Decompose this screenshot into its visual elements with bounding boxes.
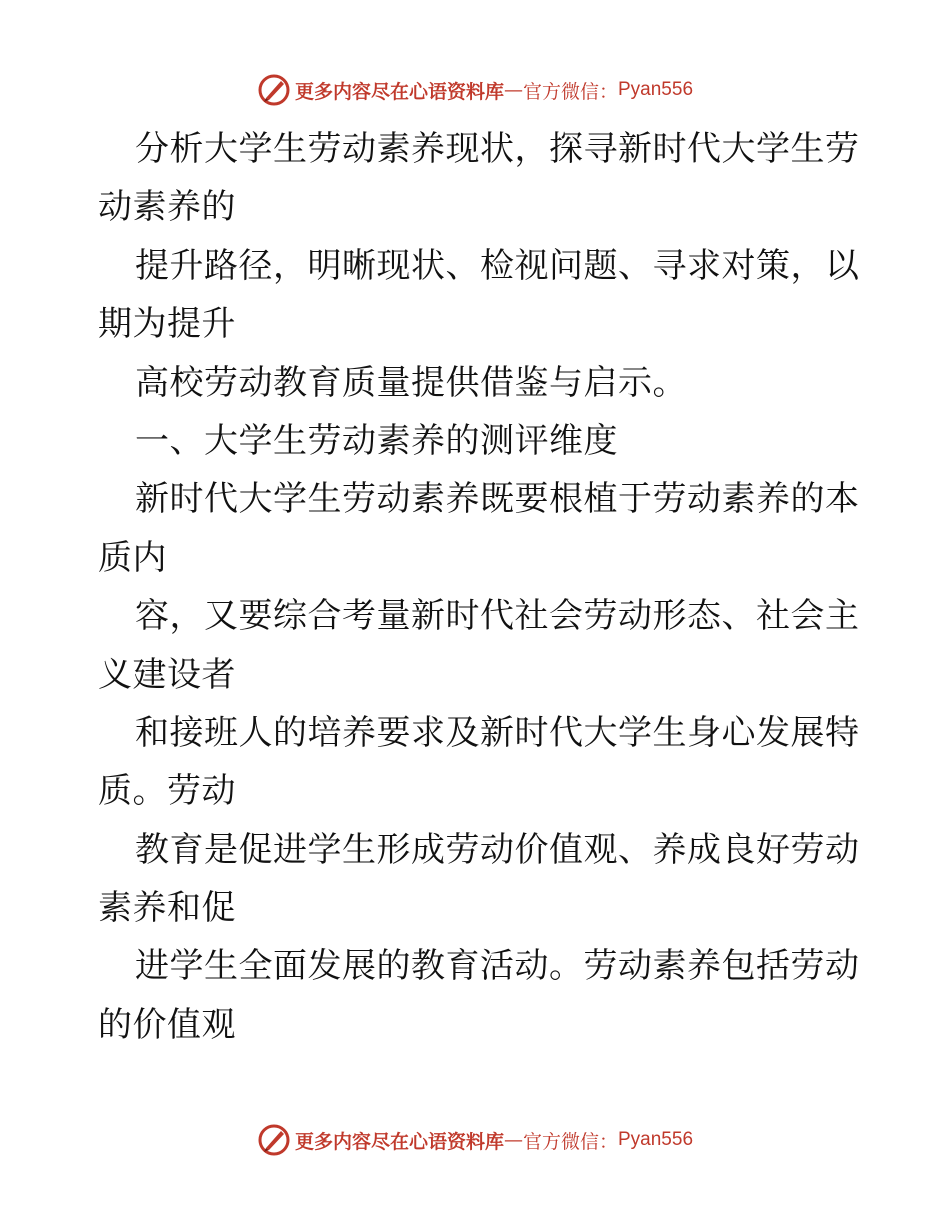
document-body — [98, 120, 858, 1054]
text-line: 新时代大学生劳动素养既要根植于劳动素养的本 — [135, 479, 860, 520]
text-line: 质。劳动 — [98, 771, 236, 812]
header-banner — [0, 70, 950, 110]
quill-pen-logo-icon — [257, 73, 291, 107]
section-heading: 一、大学生劳动素养的测评维度 — [135, 420, 618, 461]
text-line: 素养和促 — [98, 888, 236, 929]
text-line: 高校劳动教育质量提供借鉴与启示。 — [135, 362, 687, 403]
text-line: 义建设者 — [98, 654, 236, 695]
text-line: 教育是促进学生形成劳动价值观、养成良好劳动 — [135, 829, 860, 870]
banner-separator: — — [503, 79, 523, 101]
banner-main-text: 更多内容尽在心语资料库 — [294, 80, 504, 103]
footer-banner — [0, 1120, 950, 1160]
banner-main-text: 更多内容尽在心语资料库 — [294, 1130, 504, 1153]
text-line: 提升路径，明晰现状、检视问题、寻求对策，以 — [135, 245, 860, 286]
quill-pen-logo-icon — [257, 1123, 291, 1157]
banner-wechat-label: 官方微信： — [522, 80, 618, 103]
banner-wechat-label: 官方微信： — [522, 1130, 618, 1153]
banner-separator: — — [503, 1129, 523, 1151]
text-line: 的价值观 — [98, 1004, 236, 1045]
text-line: 进学生全面发展的教育活动。劳动素养包括劳动 — [135, 946, 860, 987]
text-line: 分析大学生劳动素养现状，探寻新时代大学生劳 — [135, 129, 860, 169]
text-line: 质内 — [98, 537, 167, 578]
text-line: 期为提升 — [98, 304, 236, 345]
banner-wechat-id: Pyan556 — [618, 79, 694, 100]
text-line: 和接班人的培养要求及新时代大学生身心发展特 — [135, 712, 860, 753]
banner-wechat-id: Pyan556 — [618, 1129, 694, 1150]
text-line: 容，又要综合考量新时代社会劳动形态、社会主 — [135, 596, 860, 637]
text-line: 动素养的 — [98, 187, 236, 228]
